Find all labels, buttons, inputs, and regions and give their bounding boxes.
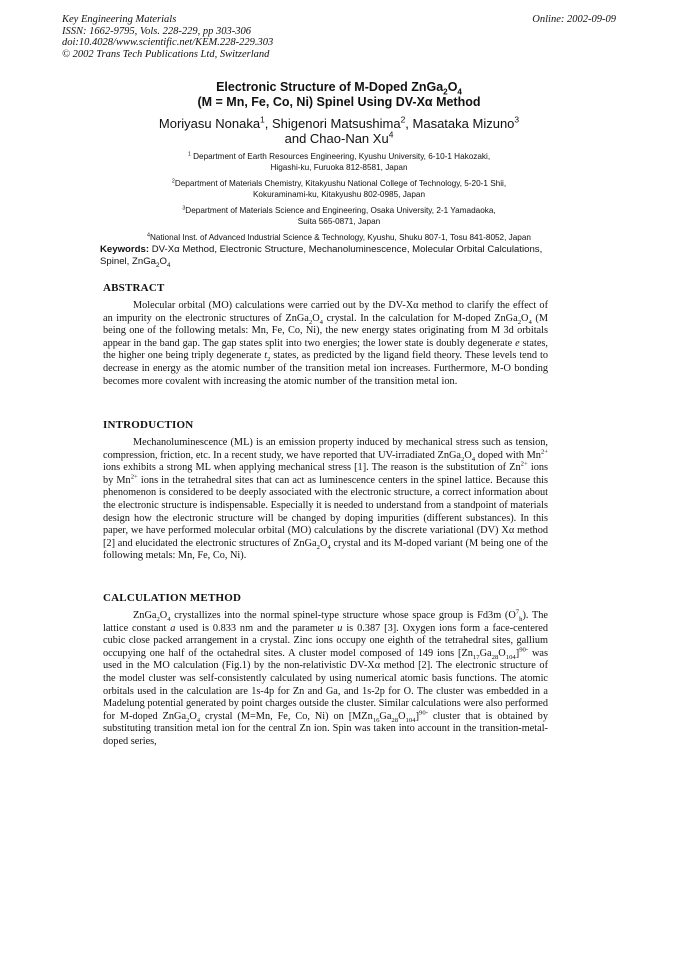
keywords: Keywords: DV-Xα Method, Electronic Structure, Mechanoluminescence, Molecular Orbital Calculations, Spinel, $ZnGa_2O_4$ — [100, 244, 543, 269]
author-list: Moriyasu Nonaka$^1$, Shigenori Matsushima$^2$, Masataka Mizuno$^3$ and Chao-Nan Xu$^4$ — [158, 114, 520, 146]
issn-line: ISSN: 1662-9795, Vols. 228-229, pp 303-306 — [62, 25, 251, 37]
affiliation: $^2$Department of Materials Chemistry, Kitakyushu National College of Technology, 5-20-1 Shii, Kokuraminami-ku, Kitakyushu 802-0985, Japan — [171, 178, 507, 199]
author: and Chao-Nan Xu — [284, 131, 389, 146]
affiliation: $^1$ Department of Earth Resources Engineering, Kyushu University, 6-10-1 Hakozaki, Higashi-ku, Furuoka 812-8581, Japan — [187, 151, 491, 172]
section-heading: INTRODUCTION — [103, 419, 194, 431]
paper-title: Electronic Structure of M-Doped $ZnGa_2O_4$ (M = Mn, Fe, Co, Ni) Spinel Using DV-Xα Method — [197, 80, 481, 109]
online-date: Online: 2002-09-09 — [532, 14, 616, 25]
section-heading: ABSTRACT — [103, 282, 165, 294]
abstract-section — [103, 282, 548, 388]
introduction-section — [103, 419, 548, 563]
author: Moriyasu Nonaka — [158, 116, 261, 131]
affiliations — [60, 152, 618, 250]
introduction-text: Mechanoluminescence (ML) is an emission property induced by mechanical stress such as tension, compression, friction, etc. In a recent study, we have reported that UV-irradiated $ZnGa_2O_4$ doped with $Mn^{2+}$ ions exhibits a strong ML when applying mechanical stress [1]. The reason is the substitution of $Zn^{2+}$ ions by $Mn^{2+}$ ions in the tetrahedral sites that can act as luminescence centers in the spinel lattice. Because this phenomenon is considered to be deeply associated with the electronic structure, a correct information about the electronic structure is indispensable. Especially it is needed to understand from a standpoint of materials design how the electronic structure will be changed by doping impurities (different substances). In this paper, we have performed molecular orbital (MO) calculations by the discrete variational (DV) Xα method [2] and elucidated the electronic structures of $ZnGa_2O_4$ crystal and its M-doped variant (M being one of the following metals: Mn, Fe, Co, Ni). — [103, 437, 548, 562]
author: , Masataka Mizuno — [405, 116, 515, 131]
author: , Shigenori Matsushima — [264, 116, 401, 131]
section-heading: CALCULATION METHOD — [103, 592, 242, 604]
doi-line: doi:10.4028/www.scientific.net/KEM.228-229.303 — [62, 37, 274, 49]
keywords-label: Keywords: — [100, 244, 150, 255]
affiliation: $^3$Department of Materials Science and Engineering, Osaka University, 2-1 Yamadaoka, Suita 565-0871, Japan — [182, 205, 496, 226]
abstract-text: Molecular orbital (MO) calculations were carried out by the DV-Xα method to clarify the effect of an impurity on the electronic structures of $ZnGa_2O_4$ crystal. In the calculation for M-doped $ZnGa_2O_4$ (M being one of the following metals: Mn, Fe, Co, Ni), the new energy states originating from M 3d orbitals appear in the band gap. The gap states split into two energies; the lower state is doubly degenerate e states, the higher one being triply degenerate $t_2$ states, as predicted by the ligand field theory. These levels tend to decrease in energy as the atomic number of the transition metal ion increases. Furthermore, M-O bonding becomes more covalent with increasing the atomic number of the transition metal ion. — [103, 300, 549, 387]
calculation-text: $ZnGa_2O_4$ crystallizes into the normal spinel-type structure whose space group is Fd3m $(O^7_h)$. The lattice constant a used is 0.833 nm and the parameter u is 0.387 [3]. Oxygen ions form a face-centered cubic close packed arrangement in a crystal. Zinc ions occupy one eighth of the tetrahedral sites, gallium occupying one half of the octahedral sites. A cluster model composed of 149 ions $[Zn_{17}Ga_{28}O_{104}]^{90-}$ was used in the MO calculation (Fig.1) by the non-relativistic DV-Xα method [2]. The electronic structure of the model cluster was self-consistently calculated by using numerical atomic basis functions. The atomic orbitals used in the calculation are 1s-4p for Zn and Ga, and 1s-2p for O. The cluster was embedded in a Madelung potential generated by point charges outside the cluster. Similar calculations were also performed for M-doped $ZnGa_2O_4$ crystal (M=Mn, Fe, Co, Ni) on $[MZn_{16}Ga_{28}O_{104}]^{90-}$ cluster that is obtained by substituting transition metal ion for the central Zn ion. Spin was taken into account in the transition-metal-doped series, — [103, 608, 548, 747]
copyright-line: © 2002 Trans Tech Publications Ltd, Switzerland — [62, 48, 270, 60]
journal-header — [62, 14, 273, 60]
journal-name: Key Engineering Materials — [62, 14, 177, 25]
calculation-section — [103, 592, 548, 749]
affiliation: $^4$National Inst. of Advanced Industrial Science & Technology, Kyushu, Shuku 807-1, Tosu 841-8052, Japan — [147, 232, 531, 242]
